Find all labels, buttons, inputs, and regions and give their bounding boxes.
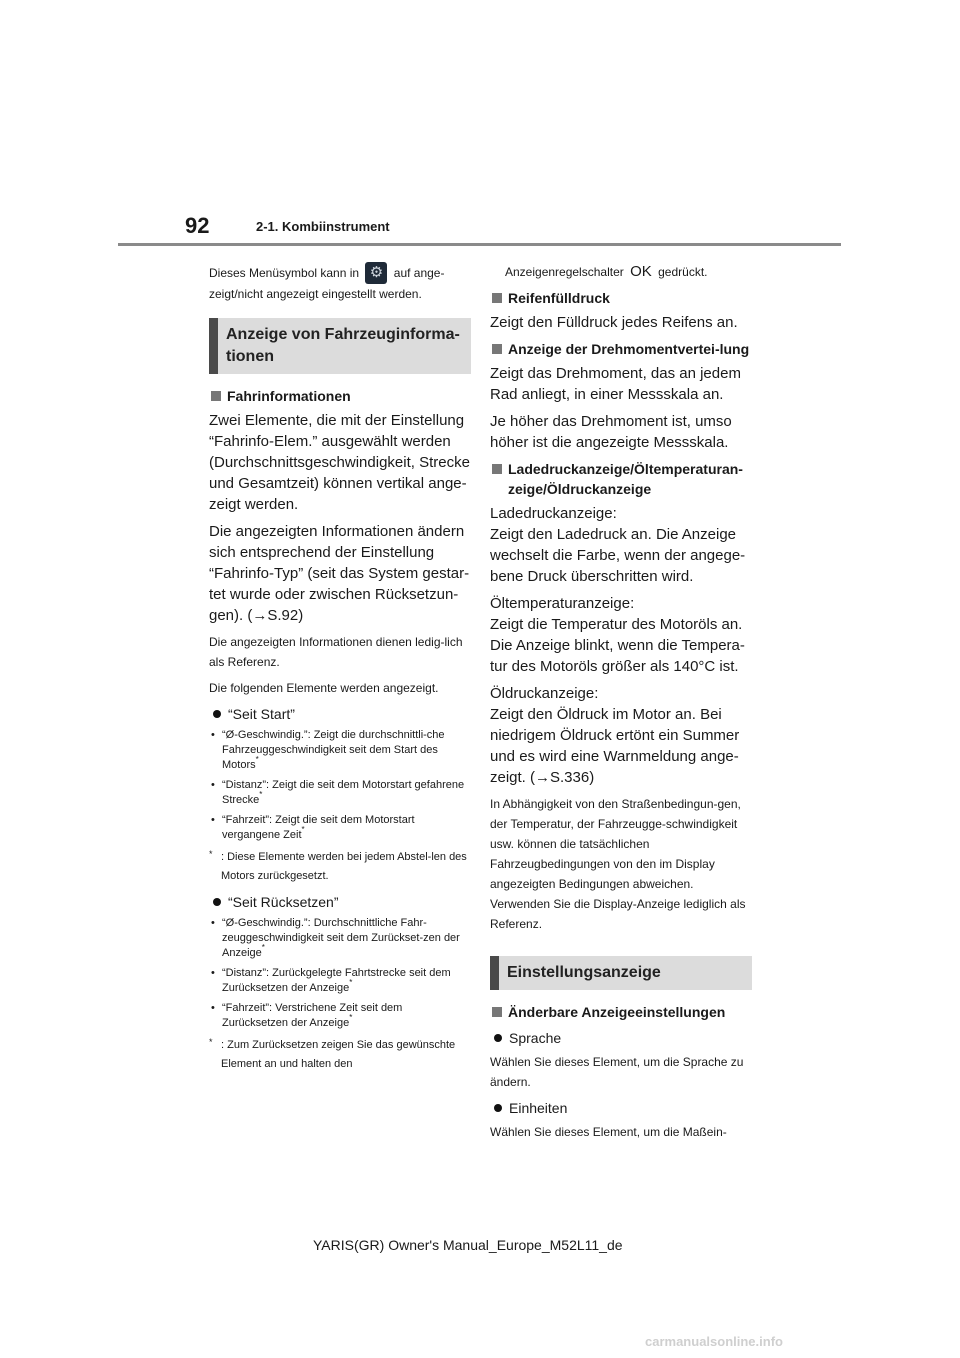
item-language: Sprache bbox=[490, 1028, 752, 1048]
group-since-start: “Seit Start” bbox=[209, 704, 471, 724]
intro-text: Dieses Menüsymbol kann in ⚙ auf ange- zeigt/nicht angezeigt eingestellt werden. bbox=[209, 264, 445, 301]
subheading-changeable-settings: Änderbare Anzeigeeinstellungen bbox=[490, 1002, 752, 1022]
section-heading-vehicle-info: Anzeige von Fahrzeuginforma-tionen bbox=[209, 318, 471, 374]
paragraph: Zeigt das Drehmoment, das an jedem Rad anliegt, in einer Messskala an. bbox=[490, 365, 741, 403]
list-item: • “Distanz”: Zeigt die seit dem Motorstart gefahrene Strecke* bbox=[209, 778, 471, 808]
paragraph: Je höher das Drehmoment ist, umso höher ist die angezeigte Messskala. bbox=[490, 413, 732, 451]
paragraph: Ladedruckanzeige: Zeigt den Ladedruck an. Die Anzeige wechselt die Farbe, wenn der angege-bene Druck überschritten wird. bbox=[490, 505, 746, 585]
reference-note: In Abhängigkeit von den Straßenbedingun-gen, der Temperatur, der Fahrzeugge-schwindigkeit usw. können die tatsächlichen Fahrzeugbedingungen von den im Display angezeigten Bedingungen abweichen. Verwenden Sie die Display-Anzeige lediglich als Referenz. bbox=[490, 797, 746, 931]
footnote: * : Zum Zurücksetzen zeigen Sie das gewünschte Element an und halten den bbox=[209, 1037, 456, 1070]
paragraph: Wählen Sie dieses Element, um die Maßein- bbox=[490, 1125, 727, 1139]
paragraph: Öltemperaturanzeige: Zeigt die Temperatur des Motoröls an. Die Anzeige blinkt, wenn die Tempera-tur des Motoröls größer als 140°C ist. bbox=[490, 595, 745, 675]
right-column bbox=[490, 262, 752, 1148]
footnote: * : Diese Elemente werden bei jedem Abstel-len des Motors zurückgesetzt. bbox=[209, 849, 467, 882]
paragraph: Wählen Sie dieses Element, um die Sprache zu ändern. bbox=[490, 1055, 744, 1089]
group-since-reset: “Seit Rücksetzen” bbox=[209, 892, 471, 912]
reference-note: Die angezeigten Informationen dienen ledig-lich als Referenz. bbox=[209, 635, 463, 669]
item-units: Einheiten bbox=[490, 1098, 752, 1118]
header-divider bbox=[118, 243, 841, 246]
ok-button-symbol: OK bbox=[630, 263, 652, 280]
paragraph: Zeigt den Fülldruck jedes Reifens an. bbox=[490, 314, 738, 331]
paragraph: Die angezeigten Informationen ändern sich entsprechend der Einstellung “Fahrinfo-Typ” (seit das System gestar-tet wurde oder zwischen Rücksetzun-gen). (→S.92) bbox=[209, 523, 470, 624]
subheading-boost-oil-gauges: Ladedruckanzeige/Öltemperaturan-zeige/Öldruckanzeige bbox=[490, 459, 752, 499]
list-item: • “Ø-Geschwindig.”: Durchschnittliche Fahr-zeuggeschwindigkeit seit dem Zurückset-zen der Anzeige* bbox=[209, 916, 471, 961]
page-number: 92 bbox=[185, 213, 210, 238]
section-heading-settings: Einstellungsanzeige bbox=[490, 956, 752, 990]
paragraph: Öldruckanzeige: Zeigt den Öldruck im Motor an. Bei niedrigem Öldruck ertönt ein Summer und es wird eine Warnmeldung ange-zeigt. (→S.336) bbox=[490, 685, 740, 786]
list-item: • “Fahrzeit”: Zeigt die seit dem Motorstart vergangene Zeit* bbox=[209, 813, 471, 843]
gear-icon: ⚙ bbox=[365, 262, 387, 284]
footer-manual-id: YARIS(GR) Owner's Manual_Europe_M52L11_de bbox=[313, 1237, 623, 1253]
paragraph: Zwei Elemente, die mit der Einstellung “Fahrinfo-Elem.” ausgewählt werden (Durchschnittsgeschwindigkeit, Strecke und Gesamtzeit) können vertikal ange-zeigt werden. bbox=[209, 412, 470, 513]
list-item: • “Fahrzeit”: Verstrichene Zeit seit dem Zurücksetzen der Anzeige* bbox=[209, 1001, 471, 1031]
section-title: 2-1. Kombiinstrument bbox=[256, 219, 390, 234]
subheading-tire-pressure: Reifenfülldruck bbox=[490, 288, 752, 308]
continuation-text: Anzeigenregelschalter OK gedrückt. bbox=[505, 263, 708, 280]
watermark: carmanualsonline.info bbox=[645, 1334, 783, 1349]
list-item: • “Ø-Geschwindig.”: Zeigt die durchschnittli-che Fahrzeuggeschwindigkeit seit dem Start des Motors* bbox=[209, 728, 471, 773]
left-column bbox=[209, 262, 471, 1079]
subheading-torque-distribution: Anzeige der Drehmomentvertei-lung bbox=[490, 339, 752, 359]
list-item: • “Distanz”: Zurückgelegte Fahrtstrecke seit dem Zurücksetzen der Anzeige* bbox=[209, 966, 471, 996]
elements-note: Die folgenden Elemente werden angezeigt. bbox=[209, 681, 439, 695]
subheading-driving-info: Fahrinformationen bbox=[209, 386, 471, 406]
